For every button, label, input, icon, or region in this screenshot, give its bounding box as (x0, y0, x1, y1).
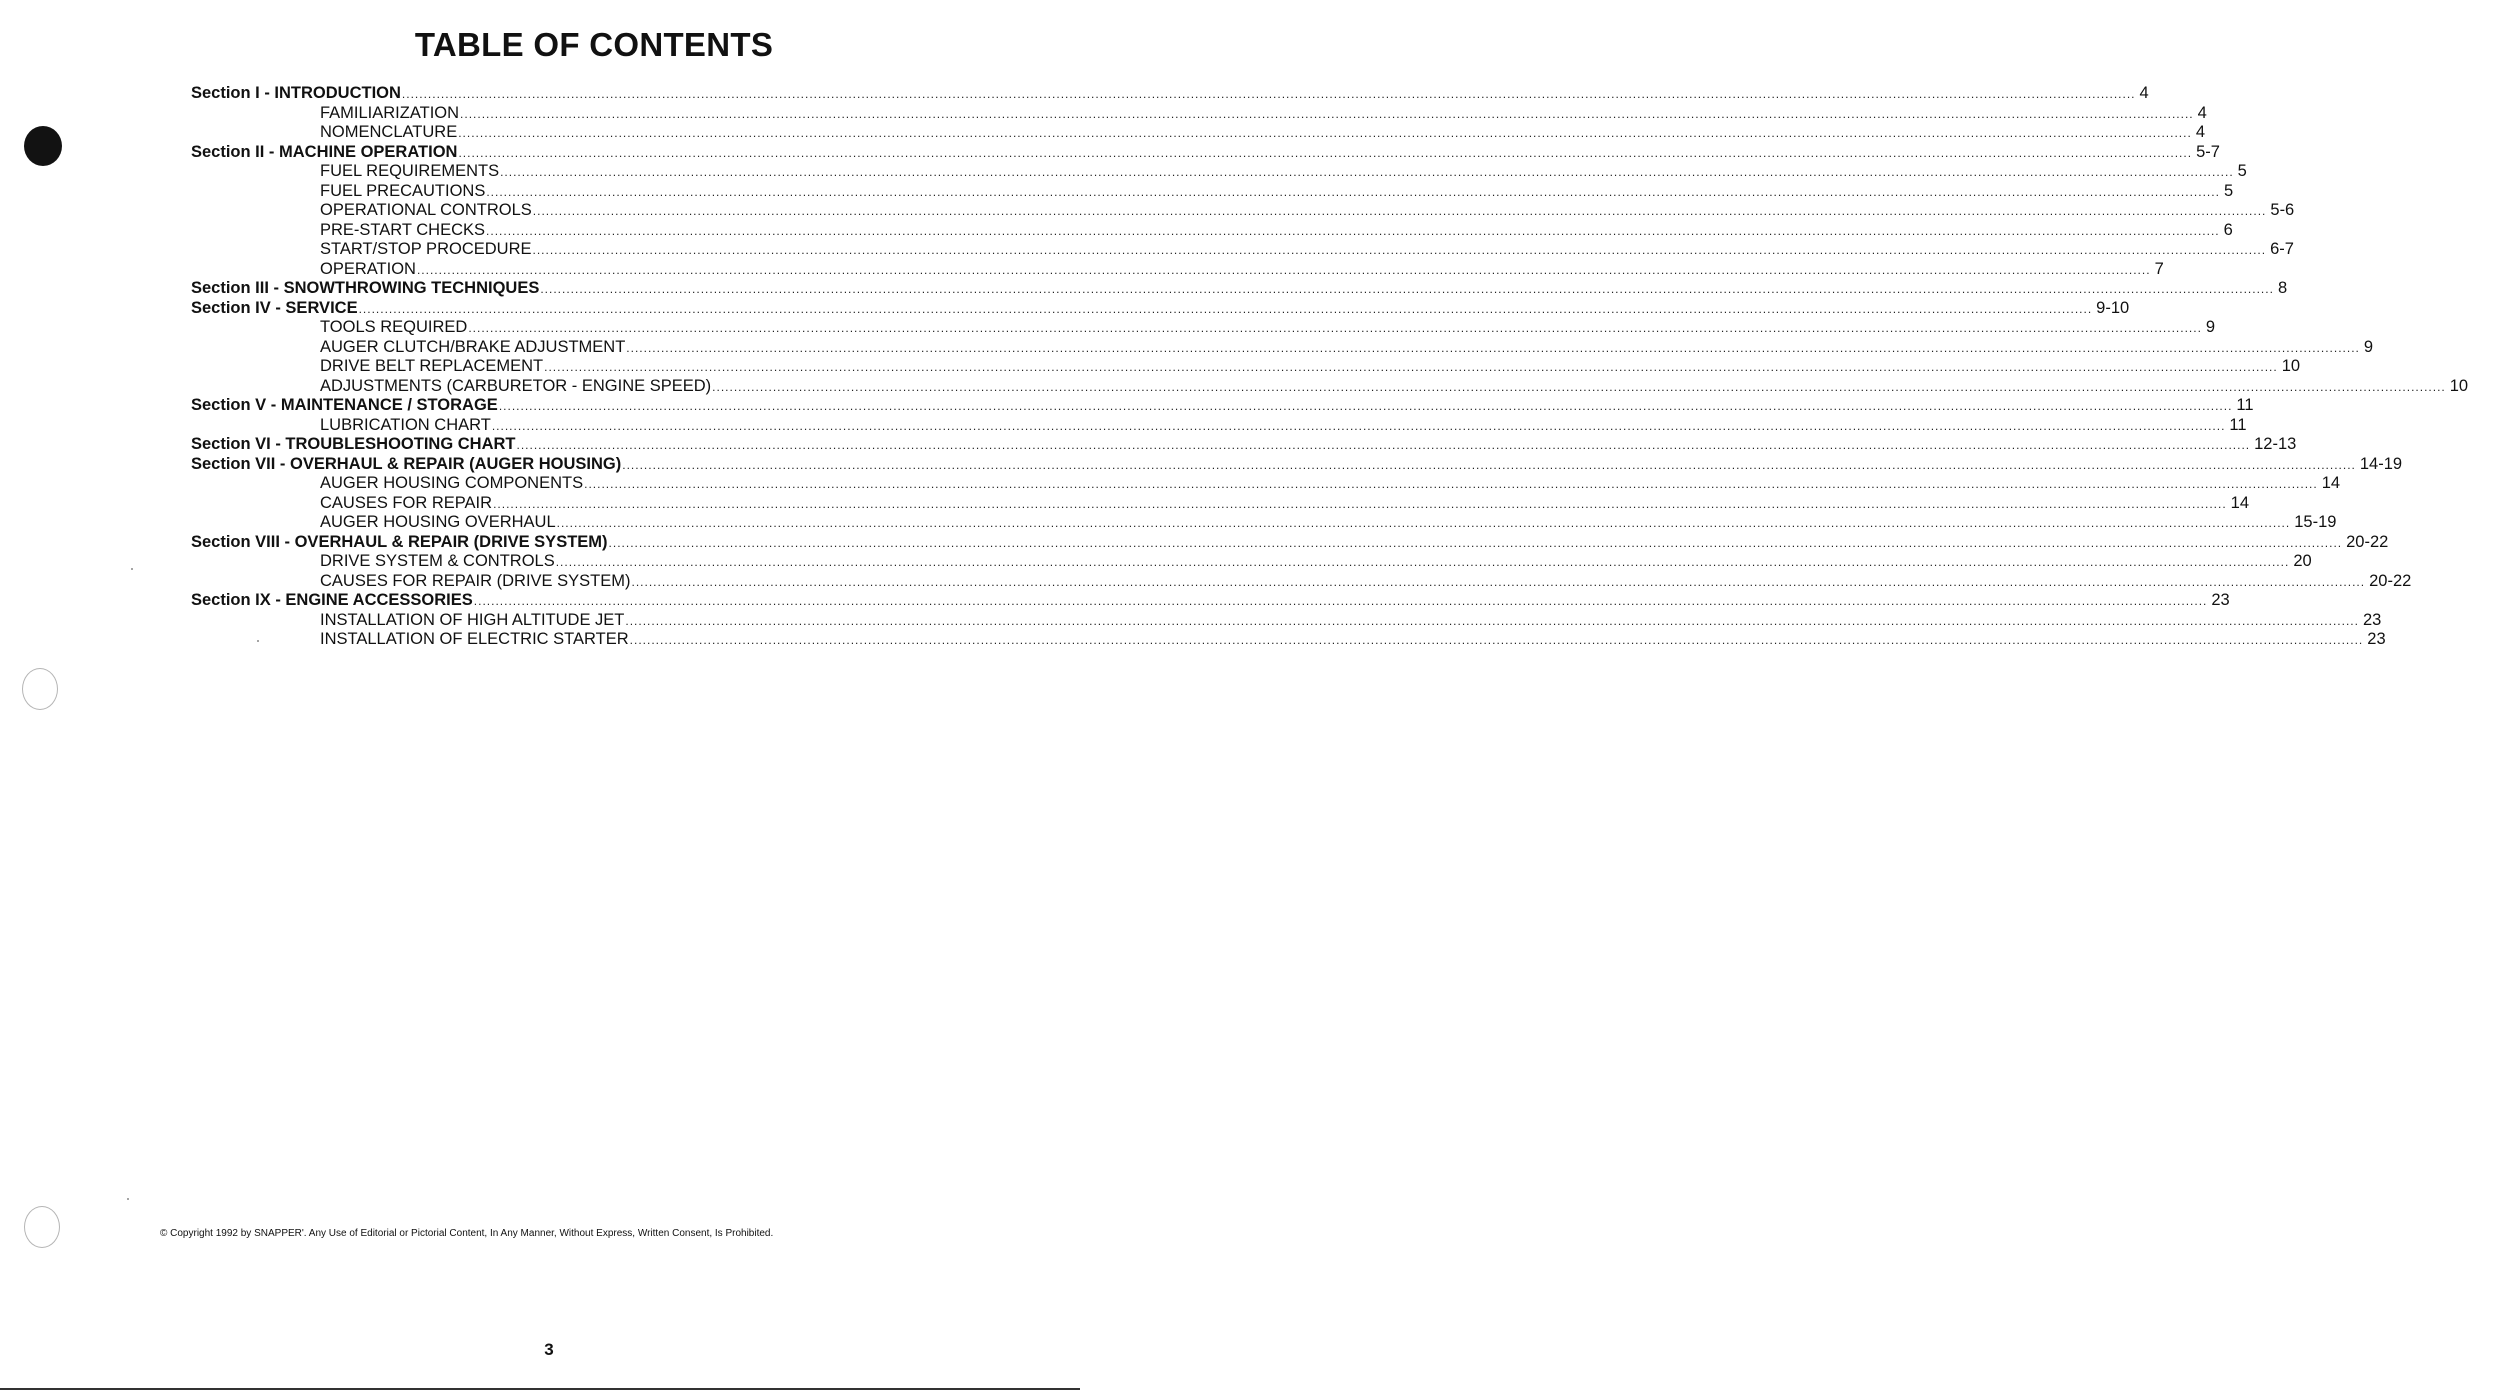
bottom-rule (0, 1388, 1080, 1390)
toc-entry-page: 6 (2223, 220, 2233, 239)
toc-entry-page: 9-10 (2096, 298, 2130, 317)
toc-subsection-row (191, 376, 2469, 397)
dot-leader: ................................................................................................................................................................................................................................................................................................................................................................................................................ (622, 457, 2356, 472)
toc-entry-page: 12-13 (2254, 435, 2297, 453)
toc-subsection-row (191, 259, 2164, 280)
toc-entry-label: ADJUSTMENTS (CARBURETOR - ENGINE SPEED) (320, 376, 712, 395)
table-of-contents (191, 84, 2469, 650)
toc-subsection-row (191, 123, 2205, 143)
punch-hole-filled (24, 126, 62, 166)
toc-entry-label: Section IV - SERVICE (191, 298, 358, 317)
toc-entry-label: Section V - MAINTENANCE / STORAGE (191, 396, 498, 414)
toc-entry-label: Section VIII - OVERHAUL & REPAIR (DRIVE SYSTEM) (191, 532, 608, 551)
toc-entry-page: 15-19 (2294, 513, 2337, 531)
dot-leader: ................................................................................................................................................................................................................................................................................................................................................................................................................ (556, 516, 2291, 530)
punch-hole-empty (24, 1206, 60, 1248)
toc-section-row (191, 396, 2254, 416)
dot-leader: ................................................................................................................................................................................................................................................................................................................................................................................................................ (625, 613, 2359, 628)
toc-entry-page: 5 (2223, 181, 2234, 200)
scan-speck (127, 1198, 129, 1200)
toc-entry-page: 11 (2229, 415, 2247, 434)
dot-leader: ................................................................................................................................................................................................................................................................................................................................................................................................................ (544, 360, 2278, 374)
toc-subsection-row (191, 415, 2247, 436)
toc-entry-label: DRIVE SYSTEM & CONTROLS (320, 552, 555, 570)
toc-subsection-row (191, 181, 2234, 202)
dot-leader: ................................................................................................................................................................................................................................................................................................................................................................................................................ (631, 574, 2366, 589)
toc-entry-label: Section VI - TROUBLESHOOTING CHART (191, 435, 516, 453)
toc-entry-page: 23 (2362, 610, 2382, 629)
toc-entry-label: NOMENCLATURE (320, 123, 458, 141)
toc-entry-label: TOOLS REQUIRED (320, 318, 468, 336)
dot-leader: ................................................................................................................................................................................................................................................................................................................................................................................................................ (540, 282, 2274, 296)
dot-leader: ................................................................................................................................................................................................................................................................................................................................................................................................................ (401, 87, 2136, 101)
toc-subsection-row (191, 630, 2386, 650)
toc-entry-label: AUGER HOUSING OVERHAUL (320, 513, 556, 531)
dot-leader: ................................................................................................................................................................................................................................................................................................................................................................................................................ (629, 633, 2364, 647)
toc-entry-label: Section I - INTRODUCTION (191, 84, 401, 102)
dot-leader: ................................................................................................................................................................................................................................................................................................................................................................................................................ (516, 438, 2251, 452)
toc-subsection-row (191, 357, 2301, 377)
toc-entry-label: Section IX - ENGINE ACCESSORIES (191, 591, 473, 609)
toc-entry-label: FAMILIARIZATION (320, 103, 460, 122)
toc-entry-label: DRIVE BELT REPLACEMENT (320, 357, 544, 375)
toc-section-row (191, 532, 2389, 553)
dot-leader: ................................................................................................................................................................................................................................................................................................................................................................................................................ (473, 594, 2208, 608)
toc-entry-page: 20-22 (2369, 571, 2412, 590)
dot-leader: ................................................................................................................................................................................................................................................................................................................................................................................................................ (532, 204, 2267, 218)
copyright-notice: © Copyright 1992 by SNAPPER'. Any Use of Editorial or Pictorial Content, In Any Manner, Without Express, Written Consent, Is Prohibited. (160, 1228, 774, 1239)
toc-subsection-row (191, 610, 2382, 631)
toc-subsection-row (191, 201, 2295, 221)
toc-entry-page: 10 (2281, 357, 2301, 375)
toc-subsection-row (191, 513, 2337, 533)
toc-entry-page: 23 (2211, 591, 2230, 609)
toc-entry-page: 10 (2449, 376, 2469, 395)
toc-entry-label: Section VII - OVERHAUL & REPAIR (AUGER HOUSING) (191, 454, 622, 473)
dot-leader: ................................................................................................................................................................................................................................................................................................................................................................................................................ (626, 340, 2360, 355)
toc-section-row (191, 591, 2230, 611)
toc-subsection-row (191, 552, 2312, 572)
punch-hole-empty (22, 668, 58, 710)
toc-section-row (191, 279, 2288, 299)
toc-subsection-row (191, 162, 2247, 182)
toc-entry-label: AUGER HOUSING COMPONENTS (320, 474, 584, 492)
dot-leader: ................................................................................................................................................................................................................................................................................................................................................................................................................ (532, 243, 2267, 257)
dot-leader: ................................................................................................................................................................................................................................................................................................................................................................................................................ (500, 165, 2234, 179)
toc-entry-page: 5 (2237, 162, 2247, 180)
toc-entry-page: 4 (2195, 123, 2205, 141)
toc-subsection-row (191, 571, 2412, 592)
dot-leader: ................................................................................................................................................................................................................................................................................................................................................................................................................ (486, 223, 2220, 238)
dot-leader: ................................................................................................................................................................................................................................................................................................................................................................................................................ (498, 399, 2233, 413)
toc-subsection-row (191, 337, 2374, 358)
toc-entry-page: 20-22 (2346, 532, 2389, 551)
toc-entry-label: Section III - SNOWTHROWING TECHNIQUES (191, 279, 540, 297)
toc-subsection-row (191, 240, 2294, 260)
toc-entry-page: 14 (2321, 474, 2341, 492)
dot-leader: ................................................................................................................................................................................................................................................................................................................................................................................................................ (416, 262, 2151, 277)
toc-entry-page: 4 (2139, 84, 2149, 102)
toc-subsection-row (191, 493, 2250, 514)
dot-leader: ................................................................................................................................................................................................................................................................................................................................................................................................................ (486, 184, 2220, 199)
toc-subsection-row (191, 318, 2216, 338)
toc-entry-page: 20 (2293, 552, 2312, 570)
page-title: TABLE OF CONTENTS (414, 26, 774, 63)
toc-entry-label: OPERATION (320, 259, 416, 278)
scan-speck (131, 568, 133, 570)
toc-entry-page: 23 (2367, 630, 2386, 648)
toc-subsection-row (191, 474, 2341, 494)
toc-entry-label: Section II - MACHINE OPERATION (191, 142, 458, 161)
toc-entry-label: FUEL REQUIREMENTS (320, 162, 500, 180)
toc-entry-page: 11 (2236, 396, 2254, 414)
toc-section-row (191, 298, 2130, 319)
toc-entry-label: LUBRICATION CHART (320, 415, 491, 434)
dot-leader: ................................................................................................................................................................................................................................................................................................................................................................................................................ (458, 126, 2192, 140)
dot-leader: ................................................................................................................................................................................................................................................................................................................................................................................................................ (491, 418, 2226, 433)
dot-leader: ................................................................................................................................................................................................................................................................................................................................................................................................................ (358, 301, 2093, 316)
toc-subsection-row (191, 103, 2207, 124)
toc-entry-page: 7 (2154, 259, 2164, 278)
toc-section-row (191, 435, 2297, 455)
toc-entry-page: 5-7 (2196, 142, 2220, 161)
toc-entry-label: FUEL PRECAUTIONS (320, 181, 486, 200)
toc-entry-page: 4 (2197, 103, 2207, 122)
toc-entry-label: CAUSES FOR REPAIR (320, 493, 493, 512)
toc-entry-label: INSTALLATION OF HIGH ALTITUDE JET (320, 610, 625, 629)
dot-leader: ................................................................................................................................................................................................................................................................................................................................................................................................................ (555, 555, 2290, 569)
toc-entry-label: OPERATIONAL CONTROLS (320, 201, 532, 219)
toc-subsection-row (191, 220, 2233, 241)
toc-entry-page: 14-19 (2359, 454, 2403, 473)
toc-entry-label: INSTALLATION OF ELECTRIC STARTER (320, 630, 629, 648)
dot-leader: ................................................................................................................................................................................................................................................................................................................................................................................................................ (458, 145, 2193, 160)
dot-leader: ................................................................................................................................................................................................................................................................................................................................................................................................................ (608, 535, 2343, 550)
toc-entry-label: PRE-START CHECKS (320, 220, 486, 239)
dot-leader: ................................................................................................................................................................................................................................................................................................................................................................................................................ (584, 477, 2318, 491)
dot-leader: ................................................................................................................................................................................................................................................................................................................................................................................................................ (493, 496, 2227, 511)
toc-entry-label: CAUSES FOR REPAIR (DRIVE SYSTEM) (320, 571, 631, 590)
toc-entry-label: START/STOP PROCEDURE (320, 240, 532, 258)
dot-leader: ................................................................................................................................................................................................................................................................................................................................................................................................................ (460, 106, 2194, 121)
dot-leader: ................................................................................................................................................................................................................................................................................................................................................................................................................ (468, 321, 2202, 335)
page-number: 3 (544, 1340, 554, 1359)
toc-section-row (191, 142, 2220, 163)
toc-entry-page: 8 (2277, 279, 2288, 297)
toc-section-row (191, 454, 2403, 475)
toc-entry-page: 9 (2205, 318, 2216, 336)
toc-entry-page: 9 (2363, 337, 2374, 356)
dot-leader: ................................................................................................................................................................................................................................................................................................................................................................................................................ (712, 379, 2446, 394)
toc-section-row (191, 84, 2149, 104)
toc-entry-page: 5-6 (2270, 201, 2295, 219)
toc-entry-page: 14 (2230, 493, 2250, 512)
toc-entry-page: 6-7 (2270, 240, 2294, 258)
toc-entry-label: AUGER CLUTCH/BRAKE ADJUSTMENT (320, 337, 626, 356)
